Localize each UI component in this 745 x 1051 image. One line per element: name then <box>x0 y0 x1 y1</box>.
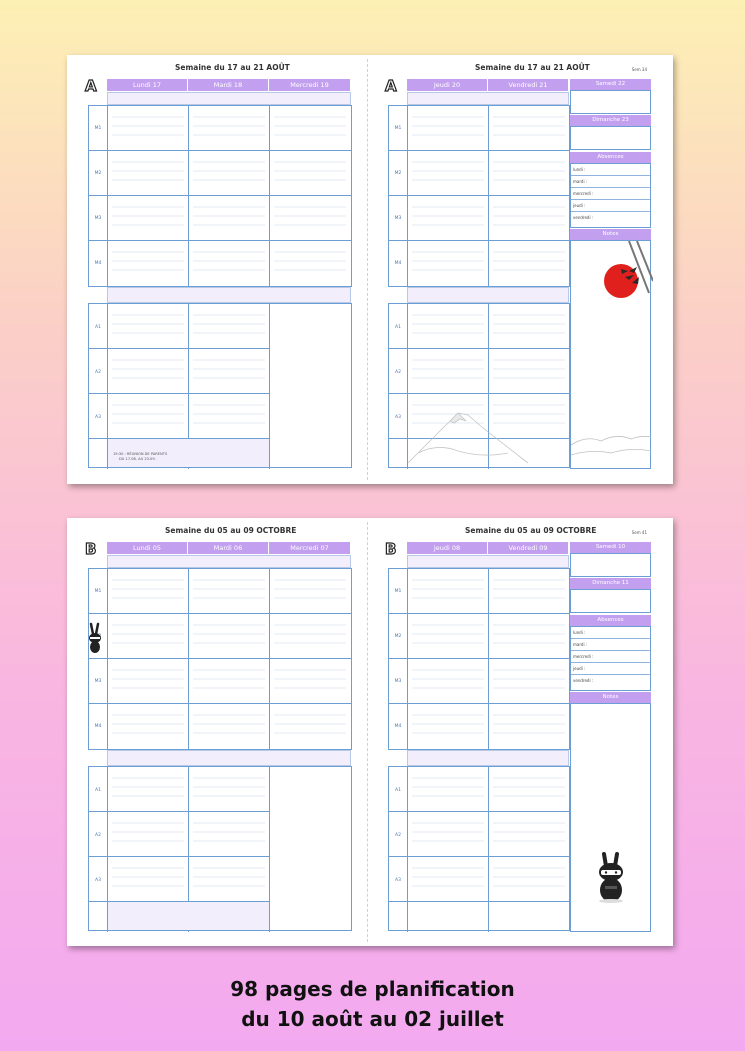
period-label: A1 <box>95 788 101 793</box>
mountain-sketch <box>571 415 651 467</box>
left-page <box>67 518 367 946</box>
saturday-box <box>570 90 651 114</box>
absence-row: lundi : <box>571 627 650 639</box>
saturday-header: Samedi 22 <box>570 79 651 90</box>
saturday-header: Samedi 10 <box>570 542 651 553</box>
morning-grid <box>388 568 570 750</box>
period-label: A3 <box>395 878 401 883</box>
absence-row: lundi : <box>571 164 650 176</box>
period-label: A2 <box>395 833 401 838</box>
period-label: A1 <box>395 325 401 330</box>
afternoon-grid <box>88 766 352 932</box>
absences-header: Absences <box>570 152 651 163</box>
day-header: Lundi 05 <box>107 542 188 554</box>
rotation-letter: B <box>385 540 397 558</box>
morning-grid <box>88 105 352 287</box>
lunch-band <box>407 750 569 766</box>
absence-row: jeudi : <box>571 200 650 212</box>
event-note <box>113 452 167 462</box>
day-header: Lundi 17 <box>107 79 188 91</box>
absences-box <box>570 626 651 691</box>
day-header: Mardi 18 <box>188 79 269 91</box>
left-page <box>67 55 367 484</box>
period-label: A3 <box>95 878 101 883</box>
period-label: M3 <box>394 679 402 684</box>
absence-row: mardi : <box>571 176 650 188</box>
week-title: Semaine du 05 au 09 OCTOBRE <box>165 526 297 535</box>
absence-row: mercredi : <box>571 651 650 663</box>
period-label: A3 <box>95 415 101 420</box>
rotation-letter: B <box>85 540 97 558</box>
day-header: Jeudi 08 <box>407 542 488 554</box>
absence-row: mercredi : <box>571 188 650 200</box>
rotation-letter: A <box>385 77 397 95</box>
absence-row: vendredi : <box>573 678 594 683</box>
period-label: A2 <box>395 370 401 375</box>
absence-row: vendredi : <box>573 215 594 220</box>
event-note-line: 19:30 : RÉUNION DE PARENTS <box>113 452 168 456</box>
afternoon-grid <box>388 303 570 469</box>
sunday-box <box>570 126 651 150</box>
afternoon-grid <box>388 766 570 932</box>
ninja-bunny-icon <box>593 852 629 904</box>
morning-grid <box>388 105 570 287</box>
period-label: M3 <box>94 679 102 684</box>
week-number: Sem 34 <box>631 67 647 72</box>
day-header: Vendredi 21 <box>488 79 569 91</box>
saturday-box <box>570 553 651 577</box>
period-label: A2 <box>95 370 101 375</box>
period-label: M1 <box>394 589 402 594</box>
absences-header: Absences <box>570 615 651 626</box>
right-page <box>367 518 667 946</box>
rotation-letter: A <box>85 77 97 95</box>
week-title: Semaine du 05 au 09 OCTOBRE <box>465 526 597 535</box>
period-label: M3 <box>94 216 102 221</box>
morning-grid <box>88 568 352 750</box>
period-label: M3 <box>394 216 402 221</box>
sunday-header: Dimanche 23 <box>570 115 651 126</box>
lunch-band <box>107 287 351 303</box>
week-title: Semaine du 17 au 21 AOÛT <box>175 63 290 72</box>
period-label: M2 <box>394 171 402 176</box>
period-label: M4 <box>94 261 102 266</box>
caption-line: du 10 août au 02 juillet <box>241 1007 504 1031</box>
lunch-band <box>407 287 569 303</box>
week-title: Semaine du 17 au 21 AOÛT <box>475 63 590 72</box>
period-label: M4 <box>94 724 102 729</box>
period-label: A3 <box>395 415 401 420</box>
top-band <box>107 92 351 105</box>
top-band <box>107 555 351 568</box>
absence-row: jeudi : <box>571 663 650 675</box>
planner-spread-1 <box>67 55 673 484</box>
period-label: M1 <box>94 126 102 131</box>
absences-box <box>570 163 651 228</box>
afternoon-grid <box>88 303 352 469</box>
day-header: Mardi 06 <box>188 542 269 554</box>
day-header: Mercredi 19 <box>269 79 351 91</box>
period-label: M4 <box>394 261 402 266</box>
event-note-line: DU 17.08. AU 23.09. <box>119 457 156 461</box>
period-label: A1 <box>95 325 101 330</box>
day-header: Vendredi 09 <box>488 542 569 554</box>
day-header: Mercredi 07 <box>269 542 351 554</box>
sun-bamboo-illustration <box>599 241 653 301</box>
top-band <box>407 555 569 568</box>
absence-row: mardi : <box>571 639 650 651</box>
planner-spread-2 <box>67 518 673 946</box>
period-label: A2 <box>95 833 101 838</box>
period-label: M2 <box>394 634 402 639</box>
period-label: M1 <box>94 589 102 594</box>
period-label: A1 <box>395 788 401 793</box>
week-number: Sem 41 <box>631 530 647 535</box>
right-page <box>367 55 667 484</box>
ninja-bunny-icon <box>88 622 102 654</box>
day-header: Jeudi 20 <box>407 79 488 91</box>
sunday-box <box>570 589 651 613</box>
period-label: M4 <box>394 724 402 729</box>
caption-line: 98 pages de planification <box>230 977 515 1001</box>
lunch-band <box>107 750 351 766</box>
period-label: M1 <box>394 126 402 131</box>
period-label: M2 <box>94 171 102 176</box>
sunday-header: Dimanche 11 <box>570 578 651 589</box>
notes-header: Notes <box>570 692 651 703</box>
notes-header: Notes <box>570 229 651 240</box>
top-band <box>407 92 569 105</box>
